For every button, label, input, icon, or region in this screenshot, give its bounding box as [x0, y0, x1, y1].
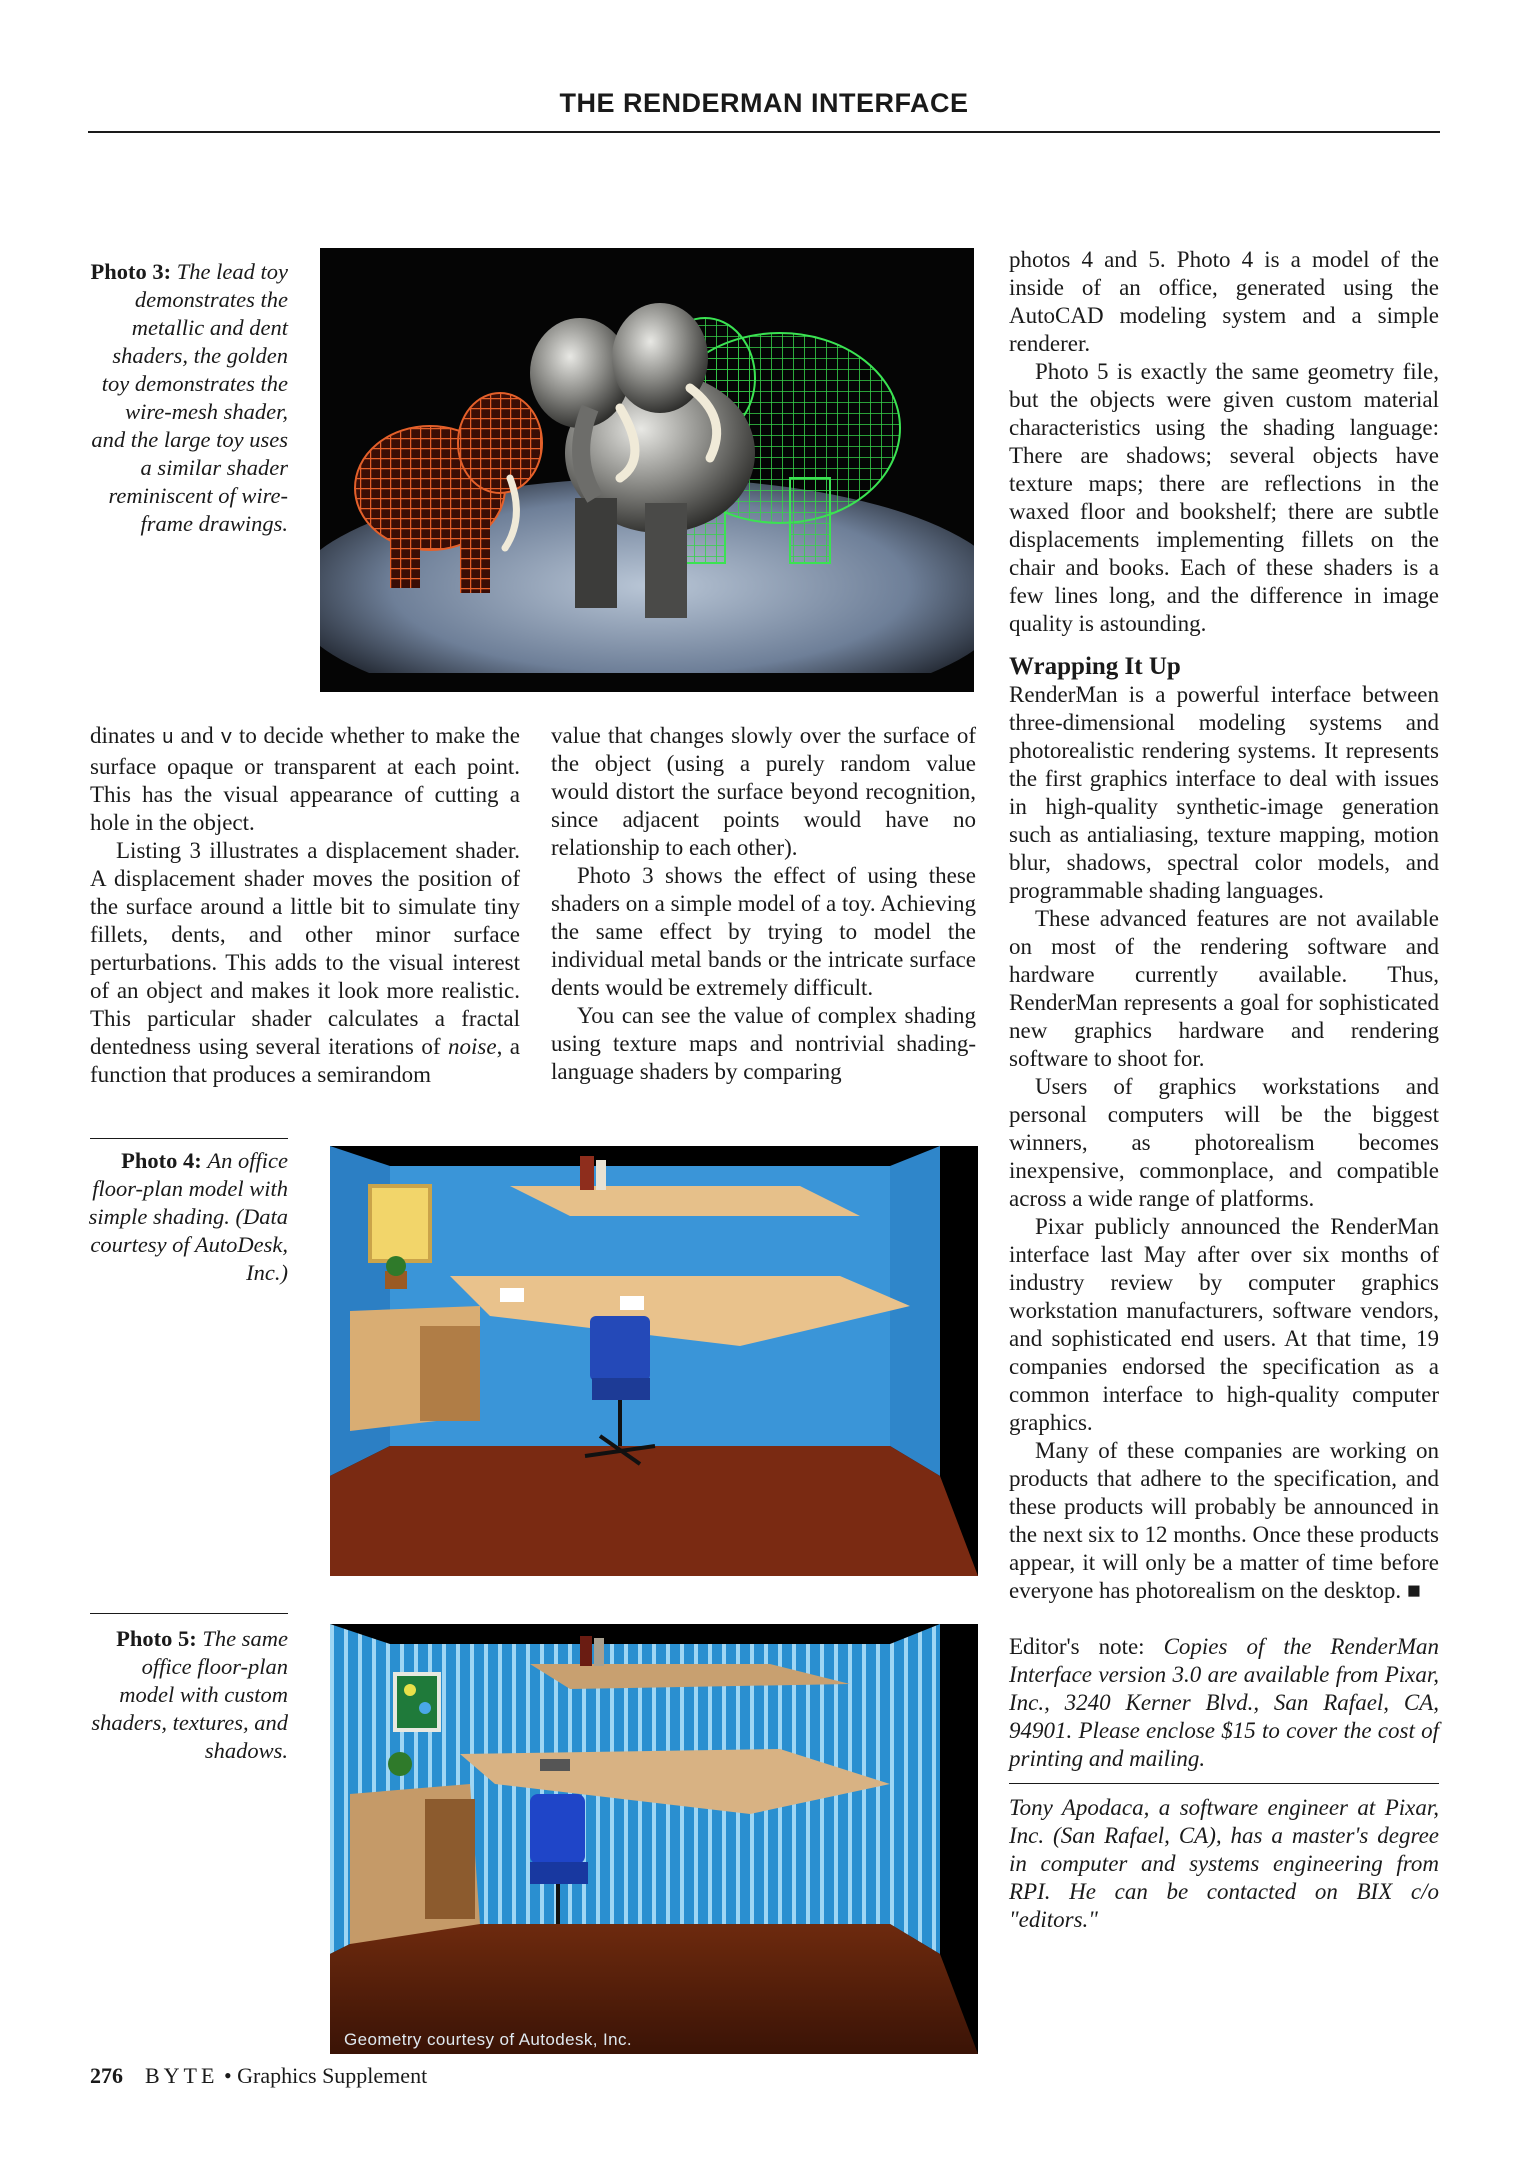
photo5-caption-rule	[90, 1613, 288, 1614]
section-heading-wrapping-it-up: Wrapping It Up	[1009, 653, 1181, 680]
col3-paragraph-2: Photo 5 is exactly the same geometry file, but the objects were given custom material characteristics using the shading language: There are shadows; several objects have texture maps; there are reflections in the waxed floor and bookshelf; there are subtle displacements implementing fillets on the chair and books. Each of these shaders is a few lines long, and the difference in image quality is astounding.	[1009, 359, 1439, 636]
author-bio: Tony Apodaca, a software engineer at Pixar, Inc. (San Rafael, CA), has a master's degree in computer and systems engineering from RPI. He can be contacted on BIX c/o "editors."	[1009, 1795, 1439, 1932]
photo4-caption-text: An office floor-plan model with simple shading. (Data courtesy of AutoDesk, Inc.)	[88, 1148, 288, 1285]
editor-note-label: Editor's note:	[1009, 1634, 1164, 1659]
page-footer	[90, 2063, 427, 2089]
col1-p1-b: and	[173, 723, 221, 748]
running-header: THE RENDERMAN INTERFACE	[559, 88, 969, 118]
col1-paragraph-2	[90, 837, 520, 1089]
editor-note-text: Copies of the RenderMan Interface version 3.0 are available from Pixar, Inc., 3240 Kerner Blvd., San Rafael, CA, 94901. Please enclose $15 to cover the cost of printing and mailing.	[1009, 1634, 1439, 1771]
col1-p2-a: Listing 3 illustrates a displacement shader. A displacement shader moves the position of the surface around a little bit to simulate tiny fillets, dents, and other minor surface perturbations. This adds to the visual interest of an object and makes it look more realistic. This particular shader calculates a fractal dentedness using several iterations of	[90, 838, 520, 1059]
page-number: 276	[90, 2063, 123, 2088]
col3-p7-text: Many of these companies are working on products that adhere to the specification, and these products will probably be announced in the next six to 12 months. Once these products appear, it will only be a matter of time before everyone has photorealism on the desktop.	[1009, 1438, 1439, 1603]
col1-paragraph-1	[90, 722, 520, 837]
photo4-caption	[88, 1147, 288, 1287]
col1-p2-noise: noise	[448, 1034, 497, 1059]
col3-paragraph-3: RenderMan is a powerful interface between three-dimensional modeling systems and photorealistic rendering systems. It represents the first graphics interface to deal with issues in high-quality synthetic-image generation such as antialiasing, texture mapping, motion blur, shadows, spectral color models, and programmable shading languages.	[1009, 682, 1439, 903]
photo3-caption-label: Photo 3:	[90, 259, 172, 284]
photo4-caption-label: Photo 4:	[121, 1148, 202, 1173]
col1-p1-v: v	[220, 727, 233, 750]
col3-paragraph-5: Users of graphics workstations and personal computers will be the biggest winners, as photorealism becomes inexpensive, commonplace, and compatible across a wide range of platforms.	[1009, 1074, 1439, 1211]
bio-rule	[1009, 1783, 1439, 1784]
col2-paragraph-2: Photo 3 shows the effect of using these shaders on a simple model of a toy. Achieving the same effect by trying to model the individual metal bands or the intricate surface dents would be extremely difficult.	[551, 863, 976, 1000]
col1-p1-a: dinates	[90, 723, 162, 748]
col3-text	[1009, 246, 1439, 1934]
col1-text	[90, 722, 520, 1089]
col2-paragraph-1: value that changes slowly over the surface of the object (using a purely random value would distort the surface beyond recognition, since adjacent points would have no relationship to each other).	[551, 723, 976, 860]
magazine-name: BYTE	[145, 2063, 219, 2088]
photo5-caption-label: Photo 5:	[116, 1626, 197, 1651]
col1-p1-u: u	[161, 727, 174, 750]
col3-paragraph-6: Pixar publicly announced the RenderMan interface last May after over six months of industry review by computer graphics workstation manufacturers, software vendors, and sophisticated end users. At that time, 19 companies endorsed the specification as a common interface to high-quality computer graphics.	[1009, 1214, 1439, 1435]
col3-paragraph-7	[1009, 1437, 1439, 1605]
photo5-office-shaded	[330, 1624, 978, 2054]
col1-p2-b: , a function that produces a semirandom	[90, 1034, 520, 1087]
col2-paragraph-3: You can see the value of complex shading using texture maps and nontrivial shading-language shaders by comparing	[551, 1003, 976, 1084]
editor-note	[1009, 1633, 1439, 1773]
photo3-elephants	[320, 248, 974, 692]
section-name: Graphics Supplement	[237, 2063, 428, 2088]
col2-text	[551, 722, 976, 1086]
end-mark: ■	[1406, 1578, 1421, 1603]
footer-bullet: •	[223, 2063, 232, 2088]
photo5-credit: Geometry courtesy of Autodesk, Inc.	[344, 2030, 633, 2049]
col1-p1-c: to decide whether to make the surface opaque or transparent at each point. This has the visual appearance of cutting a hole in the object.	[90, 723, 520, 835]
photo3-caption-text: The lead toy demonstrates the metallic and dent shaders, the golden toy demonstrates the wire-mesh shader, and the large toy uses a similar shader reminiscent of wire-frame drawings.	[91, 259, 288, 536]
header-rule	[88, 131, 1440, 133]
col3-paragraph-1: photos 4 and 5. Photo 4 is a model of the inside of an office, generated using the AutoCAD modeling system and a simple renderer.	[1009, 247, 1439, 356]
photo4-office-simple	[330, 1146, 978, 1576]
photo3-caption	[88, 258, 288, 538]
col3-paragraph-4: These advanced features are not available on most of the rendering software and hardware currently available. Thus, RenderMan represents a goal for sophisticated new graphics hardware and rendering software to shoot for.	[1009, 906, 1439, 1071]
photo5-caption	[88, 1625, 288, 1765]
photo4-caption-rule	[90, 1138, 288, 1139]
photo5-caption-text: The same office floor-plan model with custom shaders, textures, and shadows.	[91, 1626, 288, 1763]
